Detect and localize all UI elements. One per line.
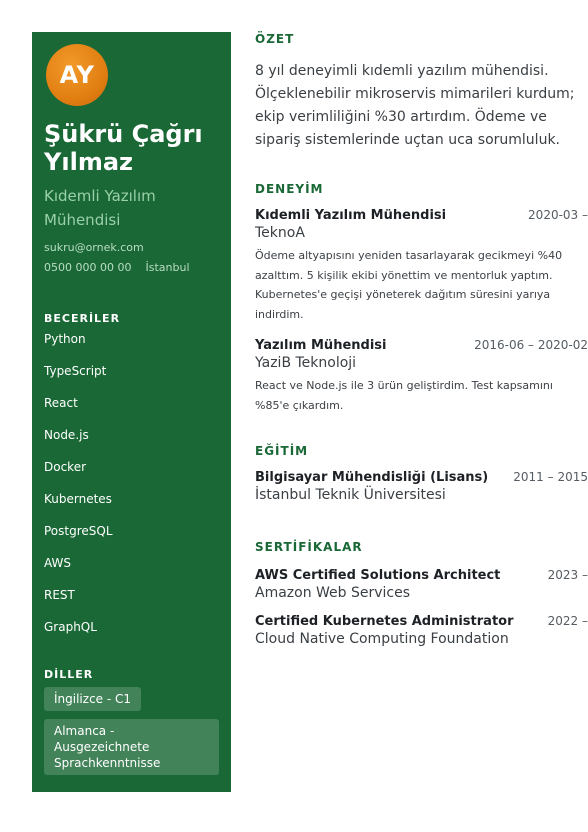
email-link[interactable]: sukru@ornek.com — [44, 241, 144, 254]
certification-entry — [255, 568, 588, 603]
skill-item: Node.js — [44, 428, 89, 442]
certifications-heading: SERTİFİKALAR — [255, 540, 363, 554]
skill-item: TypeScript — [44, 364, 107, 378]
job-title: Kıdemli Yazılım Mühendisi — [44, 187, 156, 229]
certification-year: 2023 – — [547, 568, 588, 582]
certification-issuer: Cloud Native Computing Foundation — [255, 631, 509, 647]
skill-item: PostgreSQL — [44, 524, 113, 538]
summary-text: 8 yıl deneyimli kıdemli yazılım mühendisi. Ölçeklenebilir mikroservis mimarileri kurdum; ekip verimliliğini %30 artırdım. Ödeme ve sipariş sistemlerinde uçtan uca sorumluluk. — [255, 63, 575, 148]
job-description: Ödeme altyapısını yeniden tasarlayarak gecikmeyi %40 azalttım. 5 kişilik ekibi yönettim ve mentorluk yaptım. Kubernetes'e geçişi yöneterek dağıtım süresini yarıya indirdim. — [255, 249, 563, 321]
skill-item: GraphQL — [44, 620, 97, 634]
summary-heading: ÖZET — [255, 32, 295, 46]
experience-entry — [255, 208, 588, 324]
experience-section — [255, 182, 588, 415]
experience-entry — [255, 338, 588, 415]
certifications-section — [255, 540, 588, 649]
skill-item: React — [44, 396, 78, 410]
company-name: TeknoA — [255, 225, 305, 241]
certification-issuer: Amazon Web Services — [255, 585, 411, 601]
summary-section — [255, 32, 588, 152]
certification-year: 2022 – — [547, 614, 588, 628]
main-content — [255, 32, 588, 649]
skill-item: Docker — [44, 460, 87, 474]
language-tag: Almanca - Ausgezeichnete Sprachkenntnisse — [44, 719, 219, 775]
certification-name: AWS Certified Solutions Architect — [255, 568, 501, 583]
location: İstanbul — [145, 261, 190, 274]
languages-heading: DİLLER — [44, 668, 94, 681]
education-entry — [255, 470, 588, 505]
experience-heading: DENEYİM — [255, 182, 324, 196]
language-tag: İngilizce - C1 — [44, 687, 141, 711]
job-dates: 2016-06 – 2020-02 — [474, 338, 588, 352]
skill-item: AWS — [44, 556, 72, 570]
languages-list — [44, 687, 219, 775]
avatar: AY — [46, 44, 108, 106]
skill-item: REST — [44, 588, 75, 602]
contact-info — [44, 238, 219, 278]
education-heading: EĞİTİM — [255, 444, 309, 458]
certification-name: Certified Kubernetes Administrator — [255, 614, 514, 629]
degree-name: Bilgisayar Mühendisliği (Lisans) — [255, 470, 489, 485]
education-section — [255, 444, 588, 505]
school-name: İstanbul Teknik Üniversitesi — [255, 487, 446, 503]
company-name: YaziB Teknoloji — [255, 355, 357, 371]
education-dates: 2011 – 2015 — [513, 470, 588, 484]
skills-list — [44, 331, 219, 651]
job-description: React ve Node.js ile 3 ürün geliştirdim. Test kapsamını %85'e çıkardım. — [255, 379, 553, 412]
skills-heading: BECERİLER — [44, 312, 121, 325]
certification-entry — [255, 614, 588, 649]
skill-item: Python — [44, 332, 86, 346]
person-name: Şükrü Çağrı Yılmaz — [44, 120, 203, 176]
sidebar — [32, 32, 231, 792]
phone-number: 0500 000 00 00 — [44, 261, 132, 274]
skill-item: Kubernetes — [44, 492, 112, 506]
job-role: Kıdemli Yazılım Mühendisi — [255, 208, 447, 223]
job-dates: 2020-03 – — [528, 208, 588, 222]
job-role: Yazılım Mühendisi — [255, 338, 387, 353]
